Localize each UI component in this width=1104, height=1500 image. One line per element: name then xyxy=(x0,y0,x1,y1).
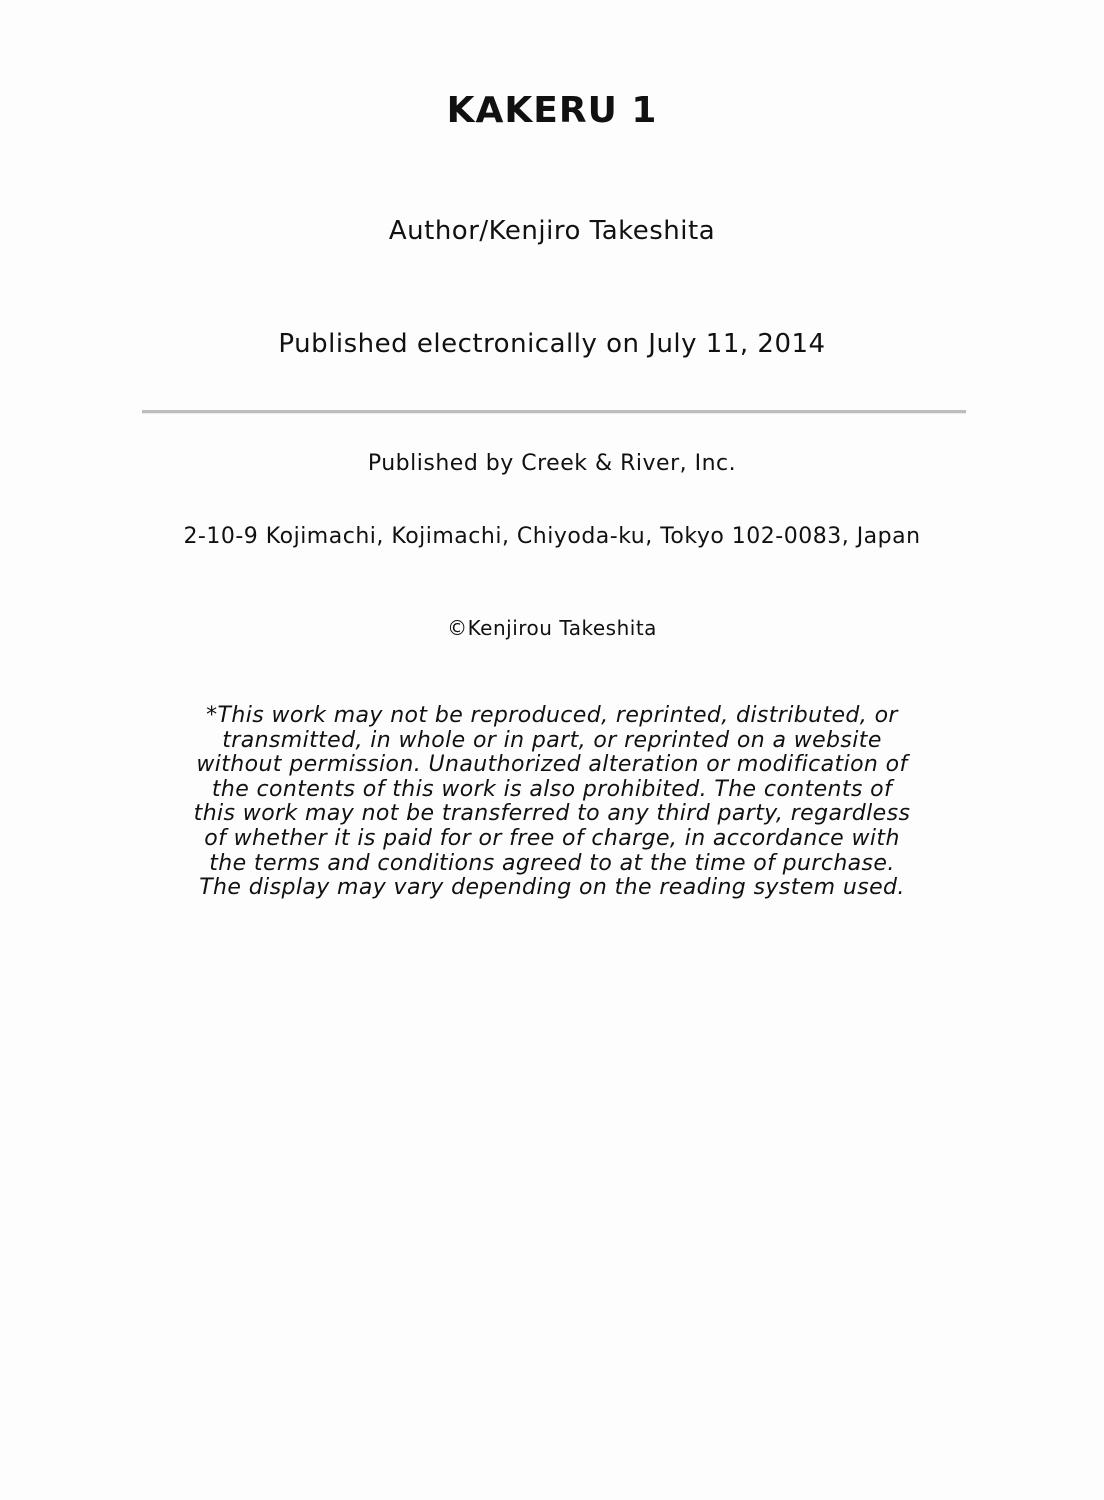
publication-date: Published electronically on July 11, 2014 xyxy=(278,329,826,359)
copyright-notice: ©Kenjirou Takeshita xyxy=(447,616,657,640)
notice-line: transmitted, in whole or in part, or reprinted on a website xyxy=(222,727,882,753)
notice-line: of whether it is paid for or free of charge, in accordance with xyxy=(204,825,900,851)
publisher-address: 2-10-9 Kojimachi, Kojimachi, Chiyoda-ku, Tokyo 102-0083, Japan xyxy=(183,524,921,549)
notice-line: without permission. Unauthorized alteration or modification of xyxy=(196,752,908,778)
publisher-line: Published by Creek & River, Inc. xyxy=(367,451,737,476)
notice-line: this work may not be transferred to any third party, regardless xyxy=(193,801,911,827)
notice-line: The display may vary depending on the reading system used. xyxy=(199,875,905,901)
notice-line: the terms and conditions agreed to at the time of purchase. xyxy=(209,850,895,876)
notice-line: *This work may not be reproduced, reprinted, distributed, or xyxy=(206,703,898,728)
rights-notice xyxy=(0,704,1104,901)
author-line: Author/Kenjiro Takeshita xyxy=(388,216,716,246)
notice-line: the contents of this work is also prohibited. The contents of xyxy=(211,776,893,802)
divider-rule xyxy=(142,410,966,413)
book-title: KAKERU 1 xyxy=(446,90,658,131)
